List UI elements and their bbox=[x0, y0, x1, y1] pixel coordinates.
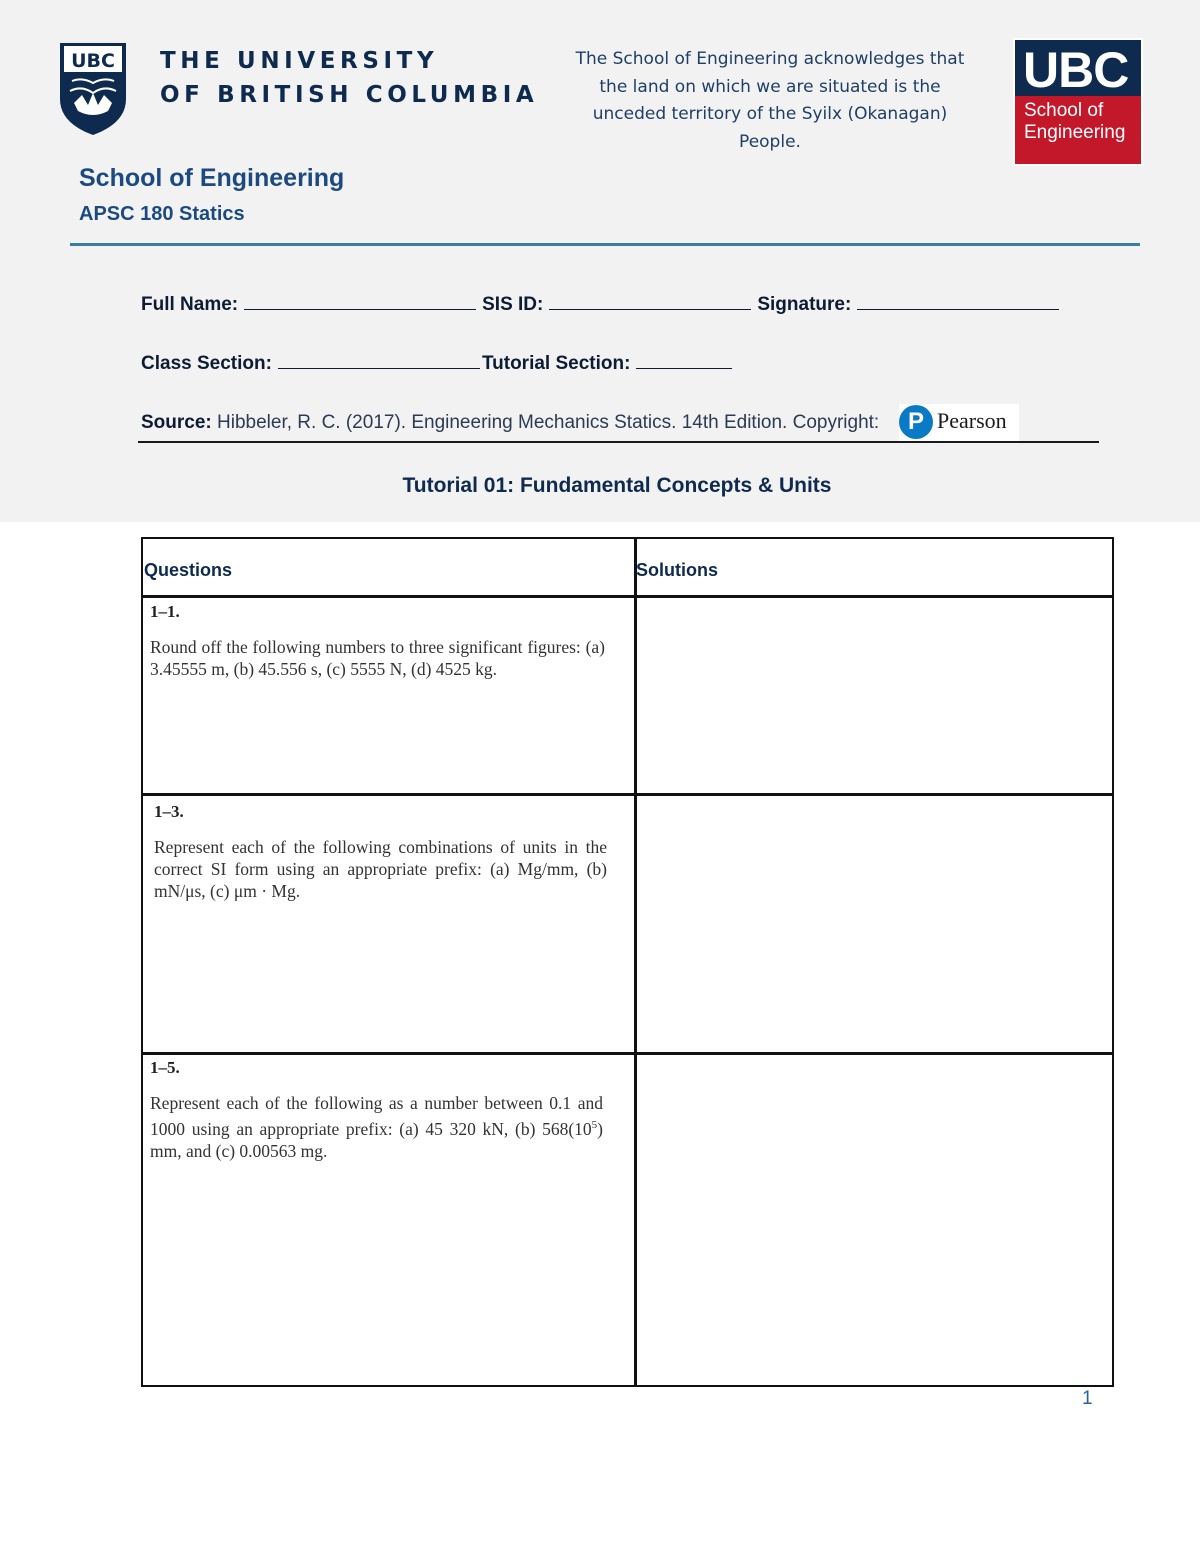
question-3-text-part-1: Represent each of the following as a number between 0.1 and 1000 using an appropriate prefix: (a) 45 320 kN, (b) 568(10 bbox=[150, 1093, 603, 1139]
form-row-2 bbox=[141, 350, 738, 375]
signature-field[interactable] bbox=[857, 291, 1059, 310]
pearson-wordmark: Pearson bbox=[937, 408, 1007, 433]
source-line bbox=[141, 412, 879, 434]
solution-2-area[interactable] bbox=[637, 796, 1111, 1051]
questions-solutions-table bbox=[141, 537, 1114, 1387]
university-wordmark bbox=[160, 44, 538, 112]
sis-id-field[interactable] bbox=[549, 291, 751, 310]
full-name-field[interactable] bbox=[244, 291, 476, 310]
ubc-crest-logo bbox=[58, 41, 128, 137]
tutorial-section-field[interactable] bbox=[636, 350, 732, 369]
page-number: 1 bbox=[1082, 1388, 1093, 1409]
class-section-label: Class Section: bbox=[141, 353, 272, 374]
course-title: APSC 180 Statics bbox=[79, 203, 245, 225]
questions-column-header: Questions bbox=[144, 560, 233, 580]
pearson-logo bbox=[899, 404, 1019, 442]
tutorial-section-label: Tutorial Section: bbox=[481, 353, 631, 374]
header-divider bbox=[70, 243, 1140, 246]
source-citation: Hibbeler, R. C. (2017). Engineering Mechanics Statics. 14th Edition. Copyright: bbox=[217, 412, 880, 433]
question-2-number: 1–3. bbox=[154, 802, 184, 821]
crest-text: UBC bbox=[71, 50, 115, 72]
eng-logo-line-1: School of bbox=[1024, 100, 1104, 121]
university-line-2: OF BRITISH COLUMBIA bbox=[160, 82, 539, 108]
question-3-exponent: 5 bbox=[591, 1119, 598, 1131]
source-label: Source: bbox=[141, 412, 212, 433]
question-2-text: Represent each of the following combinations of units in the correct SI form using an appropriate prefix: (a) Mg/mm, (b) mN/μs, (c) μm · Mg. bbox=[154, 837, 607, 901]
school-of-engineering-logo bbox=[1013, 38, 1143, 166]
question-1-text: Round off the following numbers to three significant figures: (a) 3.45555 m, (b) 45.556 s, (c) 5555 N, (d) 4525 kg. bbox=[150, 637, 605, 679]
class-section-field[interactable] bbox=[278, 350, 480, 369]
question-3-number: 1–5. bbox=[150, 1058, 180, 1077]
signature-label: Signature: bbox=[757, 294, 852, 315]
solution-1-area[interactable] bbox=[637, 598, 1111, 792]
pearson-p-icon: P bbox=[899, 405, 933, 439]
question-3-text bbox=[150, 1092, 603, 1162]
tutorial-title: Tutorial 01: Fundamental Concepts & Units bbox=[402, 474, 832, 497]
question-3-text-part-2: ) mm, and (c) 0.00563 mg. bbox=[150, 1118, 603, 1161]
school-title: School of Engineering bbox=[79, 164, 345, 192]
university-line-1: THE UNIVERSITY bbox=[160, 48, 439, 74]
solutions-column-header: Solutions bbox=[636, 560, 718, 580]
sis-id-label: SIS ID: bbox=[482, 294, 544, 315]
eng-logo-line-2: Engineering bbox=[1024, 122, 1126, 143]
source-divider bbox=[138, 441, 1099, 443]
question-1-number: 1–1. bbox=[150, 602, 180, 621]
land-acknowledgement: The School of Engineering acknowledges that the land on which we are situated is the unceded territory of the Syilx (Okanagan) People. bbox=[575, 49, 965, 152]
form-row-1 bbox=[141, 291, 1065, 316]
eng-logo-ubc: UBC bbox=[1023, 42, 1129, 98]
solution-3-area[interactable] bbox=[637, 1055, 1111, 1385]
full-name-label: Full Name: bbox=[141, 294, 239, 315]
